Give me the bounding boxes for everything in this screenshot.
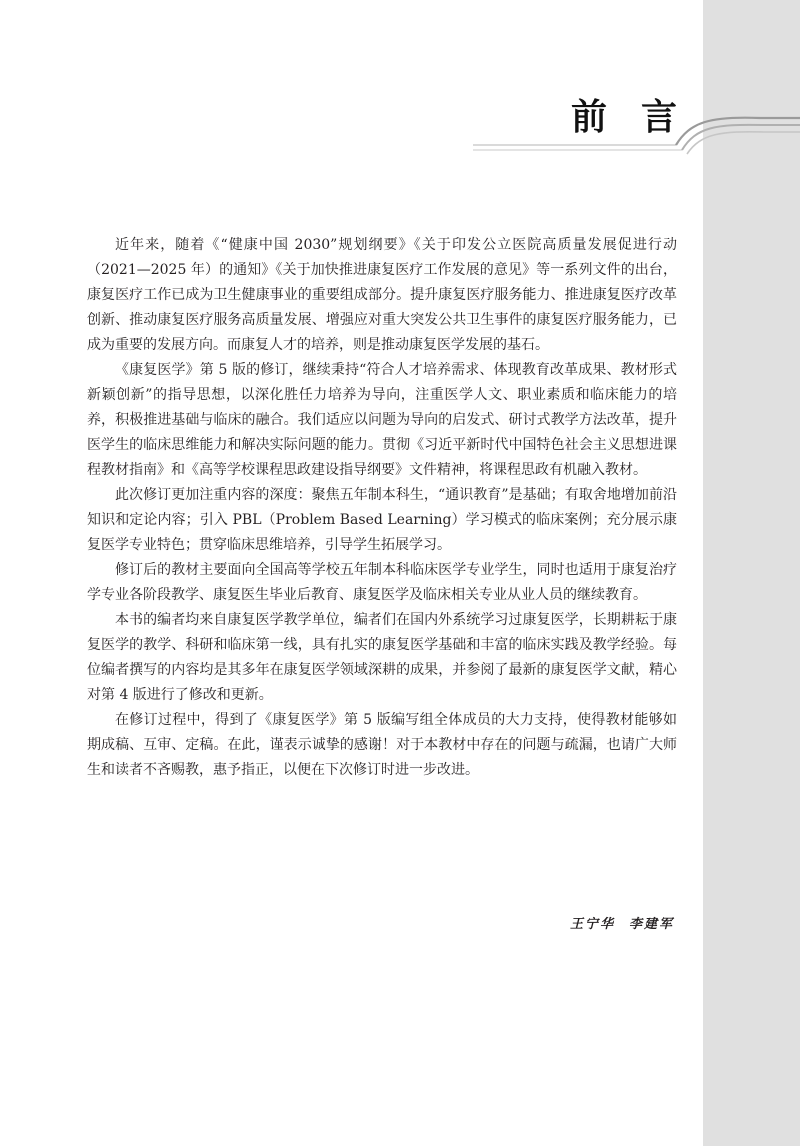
paragraph: 《康复医学》第 5 版的修订，继续秉持“符合人才培养需求、体现教育改革成果、教材形式新颖创新”的指导思想，以深化胜任力培养为导向，注重医学人文、职业素质和临床能力的培养，积极推进基础与临床的融合。我们适应以问题为导向的启发式、研讨式教学方法改革，提升医学生的临床思维能力和解决实际问题的能力。贯彻《习近平新时代中国特色社会主义思想进课程教材指南》和《高等学校课程思政建设指导纲要》文件精神，将课程思政有机融入教材。: [87, 362, 677, 478]
author-name: 王宁华: [569, 917, 615, 932]
page-title: 前言: [570, 97, 711, 138]
paragraph: 本书的编者均来自康复医学教学单位，编者们在国内外系统学习过康复医学，长期耕耘于康复医学的教学、科研和临床第一线，具有扎实的康复医学基础和丰富的临床实践及教学经验。每位编者撰写的内容均是其多年在康复医学领域深耕的成果，并参阅了最新的康复医学文献，精心对第 4 版进行了修改和更新。: [87, 612, 677, 703]
side-margin-band: [703, 0, 800, 1146]
paragraph: 近年来，随着《“健康中国 2030”规划纲要》《关于印发公立医院高质量发展促进行动（2021—2025 年）的通知》《关于加快推进康复医疗工作发展的意见》等一系列文件的出台，康复医疗工作已成为卫生健康事业的重要组成部分。提升康复医疗服务能力、推进康复医疗改革创新、推动康复医疗服务高质量发展、增强应对重大突发公共卫生事件的康复医疗服务能力，已成为重要的发展方向。而康复人才的培养，则是推动康复医学发展的基石。: [87, 237, 677, 353]
preface-body: [87, 233, 677, 783]
paragraph: 在修订过程中，得到了《康复医学》第 5 版编写组全体成员的大力支持，使得教材能够如期成稿、互审、定稿。在此，谨表示诚挚的感谢！对于本教材中存在的问题与疏漏，也请广大师生和读者不吝赐教，惠予指正，以便在下次修订时进一步改进。: [87, 712, 677, 778]
paragraph: 修订后的教材主要面向全国高等学校五年制本科临床医学专业学生，同时也适用于康复治疗学专业各阶段教学、康复医生毕业后教育、康复医学及临床相关专业从业人员的继续教育。: [87, 562, 677, 603]
paragraph: 此次修订更加注重内容的深度：聚焦五年制本科生，“通识教育”是基础；有取舍地增加前沿知识和定论内容；引入 PBL（Problem Based Learning）学习模式的临床案例；充分展示康复医学专业特色；贯穿临床思维培养，引导学生拓展学习。: [87, 487, 677, 553]
author-signature: [570, 913, 674, 932]
author-name: 李建军: [628, 917, 674, 932]
